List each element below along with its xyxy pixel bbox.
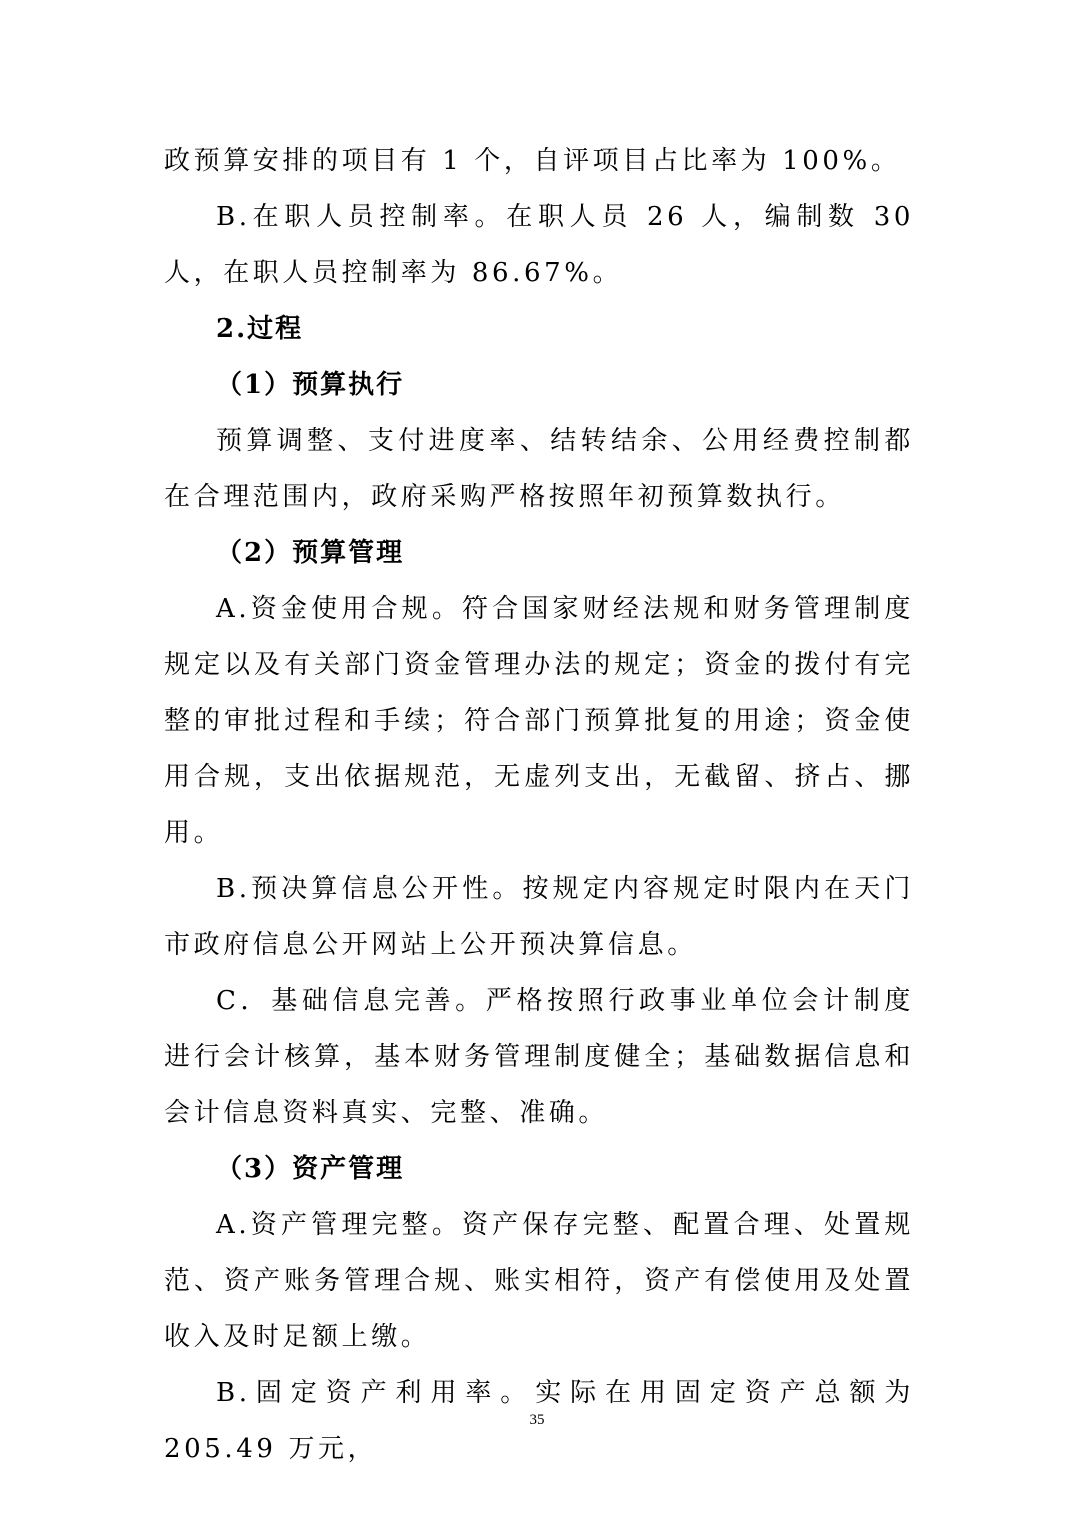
heading-budget-management: （2）预算管理 (216, 538, 405, 568)
paragraph-basic-info: C．基础信息完善。严格按照行政事业单位会计制度进行会计核算，基本财务管理制度健全；基础数据信息和会计信息资料真实、完整、准确。 (164, 986, 914, 1128)
paragraph-budget-disclosure: B.预决算信息公开性。按规定内容规定时限内在天门市政府信息公开网站上公开预决算信息。 (164, 874, 914, 960)
heading-process: 2.过程 (216, 314, 304, 344)
paragraph-fund-compliance: A.资金使用合规。符合国家财经法规和财务管理制度规定以及有关部门资金管理办法的规定；资金的拨付有完整的审批过程和手续；符合部门预算批复的用途；资金使用合规，支出依据规范，无虚列支出，无截留、挤占、挪用。 (164, 594, 914, 848)
paragraph-asset-completeness: A.资产管理完整。资产保存完整、配置合理、处置规范、资产账务管理合规、账实相符，资产有偿使用及处置收入及时足额上缴。 (164, 1210, 914, 1352)
page-number: 35 (529, 1412, 545, 1428)
page-body (164, 133, 914, 1477)
paragraph-staff-control-rate: B.在职人员控制率。在职人员 26 人，编制数 30 人，在职人员控制率为 86.67%。 (164, 202, 914, 288)
paragraph-budget-execution: 预算调整、支付进度率、结转结余、公用经费控制都在合理范围内，政府采购严格按照年初预算数执行。 (164, 426, 914, 512)
heading-budget-execution: （1）预算执行 (216, 370, 405, 400)
paragraph-fixed-asset-utilization: B.固定资产利用率。实际在用固定资产总额为 205.49 万元， (164, 1378, 914, 1464)
paragraph-project-ratio: 政预算安排的项目有 1 个，自评项目占比率为 100%。 (164, 146, 901, 176)
heading-asset-management: （3）资产管理 (216, 1154, 405, 1184)
